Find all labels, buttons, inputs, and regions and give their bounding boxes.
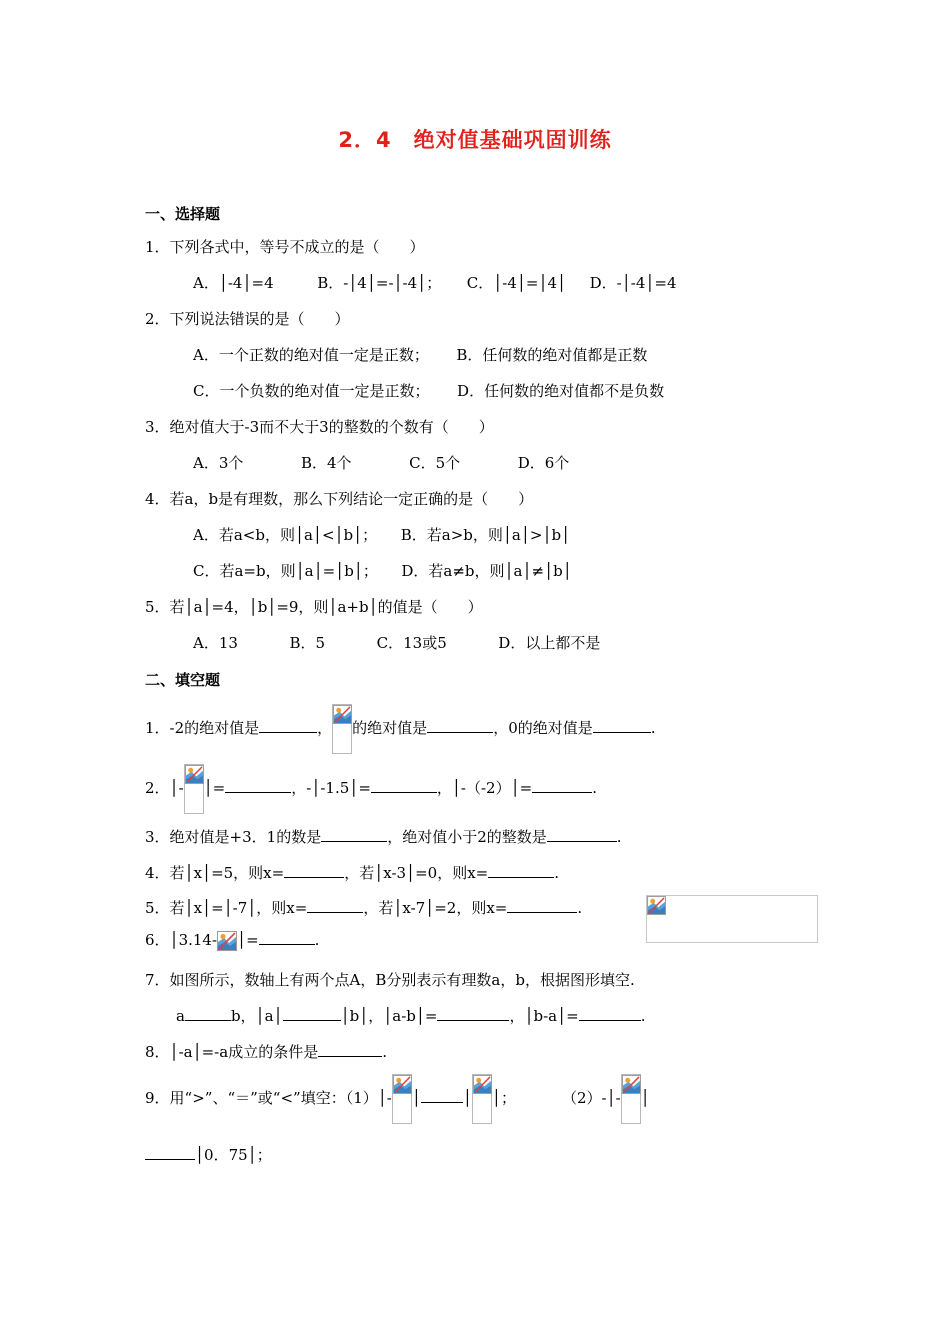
question-1-options <box>193 273 677 293</box>
option-a: A．│-4│=4 <box>193 274 274 292</box>
answer-blank[interactable] <box>259 930 315 945</box>
fill-7-answers: a b，│a│ │b│，│a-b│= ，│b-a│= . <box>176 1007 646 1025</box>
question-4-options-row1 <box>193 525 570 545</box>
option-b: B．-│4│=-│-4│； <box>317 274 442 292</box>
answer-blank[interactable] <box>488 863 554 878</box>
broken-image-icon <box>184 764 204 814</box>
question-1-stem: 1．下列各式中，等号不成立的是（ ） <box>145 238 425 256</box>
broken-image-icon <box>392 1074 412 1124</box>
question-5-options <box>193 633 600 653</box>
option-b: B．若a>b，则│a│>│b│ <box>400 526 571 544</box>
answer-blank[interactable] <box>145 1145 195 1160</box>
question-2-stem: 2．下列说法错误的是（ ） <box>145 310 350 328</box>
option-d: D．任何数的绝对值都不是负数 <box>457 382 665 400</box>
option-a: A．3个 <box>193 454 244 472</box>
fill-9: 9．用“>”、“＝”或“<”填空：（1）│- │ │ │； （2）-│- │ <box>145 1073 650 1124</box>
fill-1: 1．-2的绝对值是 ， 的绝对值是 ，0的绝对值是 . <box>145 703 656 754</box>
answer-blank[interactable] <box>283 1006 341 1021</box>
fill-8: 8．│-a│=-a成立的条件是 . <box>145 1043 387 1061</box>
question-2-options-row1 <box>193 345 647 365</box>
option-a: A．若a<b，则│a│<│b│； <box>193 526 378 544</box>
option-b: B．5 <box>289 634 326 652</box>
answer-blank[interactable] <box>318 1042 382 1057</box>
fill-9-continued: │0．75│； <box>145 1145 272 1165</box>
answer-blank[interactable] <box>507 898 577 913</box>
option-c: C．若a=b，则│a│=│b│； <box>193 562 378 580</box>
broken-image-icon <box>621 1074 641 1124</box>
answer-blank[interactable] <box>437 1006 509 1021</box>
option-d: D．以上都不是 <box>498 634 601 652</box>
broken-image-icon <box>217 931 237 951</box>
answer-blank[interactable] <box>427 718 493 733</box>
section-heading-fill: 二、填空题 <box>145 671 221 689</box>
option-d: D．6个 <box>517 454 570 472</box>
broken-image-icon <box>472 1074 492 1124</box>
question-3-options <box>193 453 569 473</box>
answer-blank[interactable] <box>185 1006 231 1021</box>
fill-4: 4．若│x│=5，则x= ，若│x-3│=0，则x= . <box>145 864 560 882</box>
option-c: C．13或5 <box>376 634 447 652</box>
fill-3: 3．绝对值是+3．1的数是 ，绝对值小于2的整数是 . <box>145 828 622 846</box>
answer-blank[interactable] <box>284 863 344 878</box>
answer-blank[interactable] <box>307 898 363 913</box>
answer-blank[interactable] <box>532 778 592 793</box>
fill-7-stem: 7．如图所示，数轴上有两个点A，B分别表示有理数a，b，根据图形填空. <box>145 971 635 989</box>
question-5-stem: 5．若│a│=4，│b│=9，则│a+b│的值是（ ） <box>145 598 483 616</box>
answer-blank[interactable] <box>547 827 617 842</box>
option-d: D．若a≠b，则│a│≠│b│ <box>401 562 572 580</box>
broken-image-icon <box>332 704 352 754</box>
answer-blank[interactable] <box>593 718 651 733</box>
answer-blank[interactable] <box>579 1006 641 1021</box>
option-c: C．│-4│=│4│ <box>466 274 567 292</box>
answer-blank[interactable] <box>371 778 437 793</box>
answer-blank[interactable] <box>321 827 387 842</box>
fill-2: 2．│- │= ，-│-1.5│= ，│-（-2）│= . <box>145 763 597 814</box>
option-a: A．一个正数的绝对值一定是正数； <box>193 346 429 364</box>
question-4-options-row2 <box>193 561 572 581</box>
number-line-figure-placeholder <box>646 895 818 943</box>
option-d: D．-│-4│=4 <box>589 274 677 292</box>
question-4-stem: 4．若a，b是有理数，那么下列结论一定正确的是（ ） <box>145 490 534 508</box>
page-title: 2．4 绝对值基础巩固训练 <box>338 128 612 152</box>
section-heading-choice: 一、选择题 <box>145 205 221 223</box>
option-a: A．13 <box>193 634 238 652</box>
fill-6: 6．│3.14- │= . <box>145 931 320 949</box>
fill-5: 5．若│x│=│-7│，则x= ，若│x-7│=2，则x= . <box>145 899 583 917</box>
option-c: C．一个负数的绝对值一定是正数； <box>193 382 430 400</box>
question-3-stem: 3．绝对值大于-3而不大于3的整数的个数有（ ） <box>145 418 494 436</box>
answer-blank[interactable] <box>225 778 291 793</box>
question-2-options-row2 <box>193 381 664 401</box>
answer-blank[interactable] <box>259 718 317 733</box>
option-b: B．4个 <box>300 454 352 472</box>
answer-blank[interactable] <box>421 1088 463 1103</box>
option-b: B．任何数的绝对值都是正数 <box>456 346 648 364</box>
option-c: C．5个 <box>409 454 461 472</box>
